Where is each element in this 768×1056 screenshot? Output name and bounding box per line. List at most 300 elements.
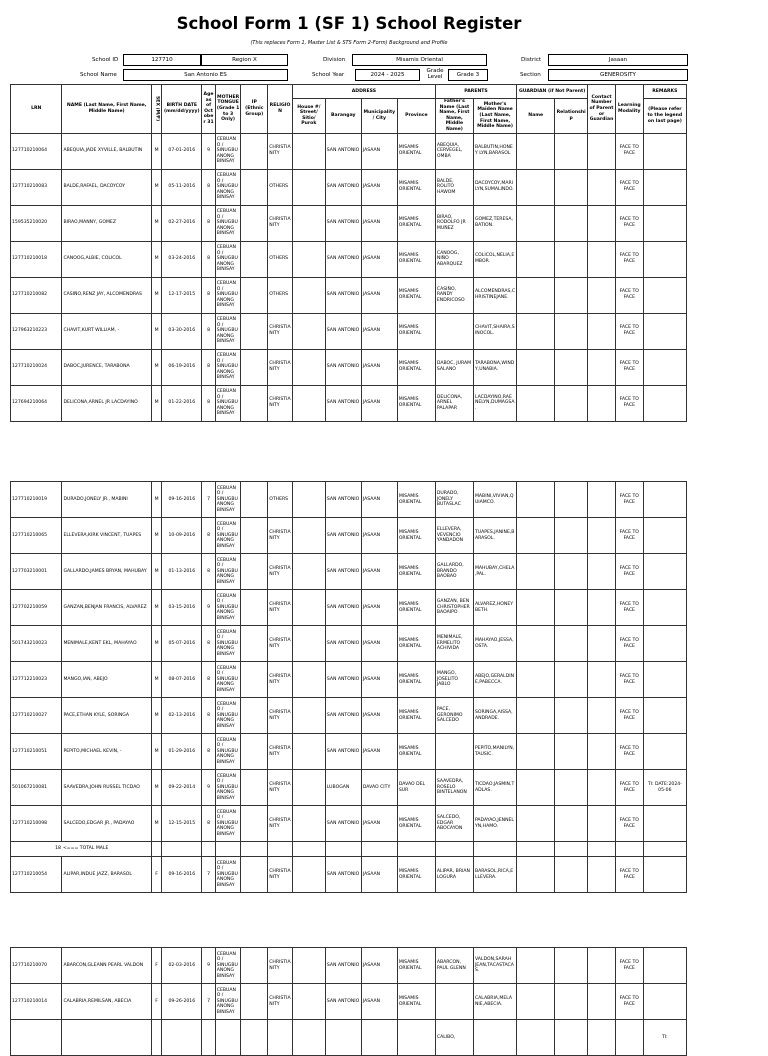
empty-cell [361, 842, 397, 857]
municipality-cell: JASAAN [361, 984, 397, 1020]
mother-tongue-cell: CEBUANO / SINUGBUANONG BINISAY [215, 662, 241, 698]
municipality-cell: JASAAN [361, 133, 397, 169]
contact-cell [588, 169, 616, 205]
barangay-cell: SAN ANTONIO [325, 482, 361, 518]
house-cell [292, 205, 325, 241]
father-cell: DELICONA, ARNEL PALAPAR [435, 385, 473, 421]
name-cell [62, 1020, 152, 1056]
house-cell [292, 1020, 325, 1056]
age-cell: 8 [202, 169, 215, 205]
birth-date-cell: 09-16-2016 [162, 482, 202, 518]
lrn-cell: 127694210064 [11, 385, 62, 421]
contact-cell [588, 385, 616, 421]
name-cell: SAAVEDRA,JOHN RUSSEL TICDAO [62, 770, 152, 806]
age-cell: 8 [202, 626, 215, 662]
table-row [11, 482, 687, 518]
header-relationship: Relationship [555, 99, 588, 134]
mother-tongue-cell: CEBUANO / SINUGBUANONG BINISAY [215, 313, 241, 349]
father-cell: MANGO, JOSELITO JABLO [435, 662, 473, 698]
guardian-name-cell [517, 770, 555, 806]
province-cell: MISAMIS ORIENTAL [397, 518, 435, 554]
birth-date-cell: 01-22-2016 [162, 385, 202, 421]
religion-cell: OTHERS [268, 241, 293, 277]
municipality-cell: JASAAN [361, 806, 397, 842]
modality-cell: FACE TO FACE [615, 169, 643, 205]
house-cell [292, 984, 325, 1020]
table-row [11, 984, 687, 1020]
relationship-cell [555, 734, 588, 770]
mother-cell [473, 1020, 516, 1056]
province-cell: MISAMIS ORIENTAL [397, 349, 435, 385]
age-cell: 9 [202, 770, 215, 806]
ip-cell [241, 770, 268, 806]
municipality-cell: JASAAN [361, 169, 397, 205]
barangay-cell: SAN ANTONIO [325, 948, 361, 984]
name-cell: BALDE,RAFAEL, DACOYCOY [62, 169, 152, 205]
age-cell: 8 [202, 734, 215, 770]
sex-cell: M [151, 133, 161, 169]
father-cell: DABOC, JURAM SALANO [435, 349, 473, 385]
barangay-cell: SAN ANTONIO [325, 590, 361, 626]
mother-tongue-cell: CEBUANO / SINUGBUANONG BINISAY [215, 698, 241, 734]
relationship-cell [555, 349, 588, 385]
header-parents: PARENTS [435, 85, 516, 99]
mother-cell: MAHUBAY,CHELA,PAL. [473, 554, 516, 590]
mother-cell: PADAYAO,JENNELYN,HAMO. [473, 806, 516, 842]
mother-cell: CALABRIA,MELANIE,ABECIA. [473, 984, 516, 1020]
region-value: Region X [201, 54, 288, 66]
relationship-cell [555, 626, 588, 662]
name-cell: CALABRIA,REMILSAN, ABECIA [62, 984, 152, 1020]
ip-cell [241, 984, 268, 1020]
remarks-cell [643, 169, 686, 205]
modality-cell: FACE TO FACE [615, 133, 643, 169]
empty-cell [292, 842, 325, 857]
remarks-cell [643, 857, 686, 893]
relationship-cell [555, 984, 588, 1020]
ip-cell [241, 205, 268, 241]
guardian-name-cell [517, 554, 555, 590]
municipality-cell: JASAAN [361, 349, 397, 385]
religion-cell: CHRISTIANITY [268, 205, 293, 241]
age-cell: 8 [202, 385, 215, 421]
guardian-name-cell [517, 948, 555, 984]
relationship-cell [555, 313, 588, 349]
religion-cell: CHRISTIANITY [268, 626, 293, 662]
header-ip: IP (Ethnic Group) [241, 85, 268, 134]
table-row [11, 590, 687, 626]
birth-date-cell [162, 1020, 202, 1056]
lrn-cell: 127710210082 [11, 277, 62, 313]
empty-cell [151, 842, 161, 857]
mother-cell: PEPITO,MANILYN,TAUSIC. [473, 734, 516, 770]
remarks-cell [643, 482, 686, 518]
province-cell: MISAMIS ORIENTAL [397, 984, 435, 1020]
contact-cell [588, 857, 616, 893]
municipality-cell: JASAAN [361, 590, 397, 626]
header-father: Father's Name (Last Name, First Name, Middle Name) [435, 99, 473, 134]
remarks-cell [643, 984, 686, 1020]
remarks-cell [643, 241, 686, 277]
ip-cell [241, 169, 268, 205]
name-cell: MANGO,IAN, ABEJO [62, 662, 152, 698]
sex-cell: M [151, 385, 161, 421]
sex-cell: M [151, 277, 161, 313]
contact-cell [588, 984, 616, 1020]
ip-cell [241, 662, 268, 698]
province-cell: MISAMIS ORIENTAL [397, 806, 435, 842]
province-cell: MISAMIS ORIENTAL [397, 313, 435, 349]
house-cell [292, 482, 325, 518]
guardian-name-cell [517, 698, 555, 734]
ip-cell [241, 626, 268, 662]
municipality-cell: JASAAN [361, 385, 397, 421]
lrn-cell: 127710210024 [11, 349, 62, 385]
modality-cell: FACE TO FACE [615, 857, 643, 893]
lrn-cell: 501743210023 [11, 626, 62, 662]
barangay-cell: SAN ANTONIO [325, 698, 361, 734]
table-row [11, 662, 687, 698]
lrn-cell: 127710210083 [11, 169, 62, 205]
province-cell: MISAMIS ORIENTAL [397, 169, 435, 205]
relationship-cell [555, 518, 588, 554]
name-cell: CASIÑO,RENZ JAY, ALCOMENDRAS [62, 277, 152, 313]
house-cell [292, 948, 325, 984]
age-cell: 8 [202, 313, 215, 349]
contact-cell [588, 349, 616, 385]
relationship-cell [555, 554, 588, 590]
barangay-cell: SAN ANTONIO [325, 385, 361, 421]
name-cell: DABOC,JURENCE, TARABONA [62, 349, 152, 385]
header-lrn: LRN [11, 85, 62, 134]
lrn-cell: 127710210064 [11, 133, 62, 169]
school-id-label: School ID [92, 57, 119, 63]
age-cell: 8 [202, 518, 215, 554]
province-cell: DAVAO DEL SUR [397, 770, 435, 806]
guardian-name-cell [517, 734, 555, 770]
sex-cell: F [151, 948, 161, 984]
father-cell: ABARCON, PAUL GLENN [435, 948, 473, 984]
relationship-cell [555, 482, 588, 518]
name-cell: CHAVIT,KURT WILLIAM, - [62, 313, 152, 349]
province-cell: MISAMIS ORIENTAL [397, 133, 435, 169]
father-cell: SALCEDO, EDGAR ABOCAYON [435, 806, 473, 842]
guardian-name-cell [517, 1020, 555, 1056]
grade-level-label: Grade Level [426, 68, 444, 80]
age-cell: 9 [202, 133, 215, 169]
header-contact: Contact Number of Parent or Guardian [588, 85, 616, 134]
mother-tongue-cell: CEBUANO / SINUGBUANONG BINISAY [215, 554, 241, 590]
remarks-cell [643, 626, 686, 662]
mother-tongue-cell: CEBUANO / SINUGBUANONG BINISAY [215, 734, 241, 770]
remarks-cell [643, 554, 686, 590]
province-cell: MISAMIS ORIENTAL [397, 205, 435, 241]
birth-date-cell: 09-16-2016 [162, 857, 202, 893]
register-table-page3 [10, 947, 687, 1056]
mother-cell: TUAPES,JANINE,BARASOL. [473, 518, 516, 554]
lrn-cell: 127710210098 [11, 806, 62, 842]
modality-cell: FACE TO FACE [615, 313, 643, 349]
name-cell: CANOOG,ALBIE, COLICOL [62, 241, 152, 277]
birth-date-cell: 12-17-2015 [162, 277, 202, 313]
contact-cell [588, 626, 616, 662]
sex-cell: F [151, 857, 161, 893]
birth-date-cell: 02-03-2016 [162, 948, 202, 984]
father-cell [435, 313, 473, 349]
birth-date-cell: 05-11-2016 [162, 169, 202, 205]
barangay-cell [325, 1020, 361, 1056]
relationship-cell [555, 948, 588, 984]
ip-cell [241, 806, 268, 842]
barangay-cell: SAN ANTONIO [325, 984, 361, 1020]
table-row [11, 806, 687, 842]
modality-cell: FACE TO FACE [615, 349, 643, 385]
guardian-name-cell [517, 984, 555, 1020]
birth-date-cell: 03-24-2016 [162, 241, 202, 277]
guardian-name-cell [517, 205, 555, 241]
table-row [11, 169, 687, 205]
name-cell: MENIMALE,KENT EKL, MAHAYAO [62, 626, 152, 662]
relationship-cell [555, 277, 588, 313]
contact-cell [588, 133, 616, 169]
sex-cell: F [151, 984, 161, 1020]
barangay-cell: SAN ANTONIO [325, 806, 361, 842]
name-cell: ALIPAR,INDUE JAZZ, BARASOL [62, 857, 152, 893]
province-cell: MISAMIS ORIENTAL [397, 241, 435, 277]
religion-cell: CHRISTIANITY [268, 734, 293, 770]
lrn-cell: 127710210018 [11, 241, 62, 277]
contact-cell [588, 698, 616, 734]
contact-cell [588, 662, 616, 698]
grade-level-value: Grade 3 [448, 69, 488, 81]
modality-cell: FACE TO FACE [615, 698, 643, 734]
modality-cell: FACE TO FACE [615, 241, 643, 277]
province-cell: MISAMIS ORIENTAL [397, 626, 435, 662]
house-cell [292, 662, 325, 698]
barangay-cell: SAN ANTONIO [325, 734, 361, 770]
relationship-cell [555, 205, 588, 241]
modality-cell: FACE TO FACE [615, 626, 643, 662]
house-cell [292, 313, 325, 349]
school-year-label: School Year [312, 72, 345, 78]
table-row [11, 734, 687, 770]
mother-cell: COLICOL,NELIA,EMBOR. [473, 241, 516, 277]
religion-cell: CHRISTIANITY [268, 857, 293, 893]
province-cell: MISAMIS ORIENTAL [397, 948, 435, 984]
mother-tongue-cell: CEBUANO / SINUGBUANONG BINISAY [215, 626, 241, 662]
guardian-name-cell [517, 662, 555, 698]
relationship-cell [555, 169, 588, 205]
name-cell: ELLEVERA,KIRK VINCENT, TUAPES [62, 518, 152, 554]
sex-cell: M [151, 770, 161, 806]
guardian-name-cell [517, 349, 555, 385]
remarks-cell [643, 313, 686, 349]
guardian-name-cell [517, 277, 555, 313]
sex-cell: M [151, 806, 161, 842]
religion-cell: OTHERS [268, 277, 293, 313]
father-cell: ABEQUIA, CERVEGEL, OMBA [435, 133, 473, 169]
sex-cell: M [151, 698, 161, 734]
guardian-name-cell [517, 133, 555, 169]
father-cell: SAAVEDRA, ROSELO BINTELANON [435, 770, 473, 806]
table-row [11, 385, 687, 421]
house-cell [292, 554, 325, 590]
contact-cell [588, 482, 616, 518]
house-cell [292, 277, 325, 313]
mother-cell: MABINI,VIVIAN,QUIAMCO. [473, 482, 516, 518]
municipality-cell: JASAAN [361, 205, 397, 241]
school-id-value: 127710 [123, 54, 201, 66]
relationship-cell [555, 806, 588, 842]
father-cell [435, 984, 473, 1020]
table-row [11, 518, 687, 554]
guardian-name-cell [517, 313, 555, 349]
sex-cell: M [151, 590, 161, 626]
district-label: District [521, 57, 542, 63]
contact-cell [588, 518, 616, 554]
mother-cell: VALDON,SARAH JEAN,TACASTACAS. [473, 948, 516, 984]
name-cell: GALLARDO,JAMES BRYAN, MAHUBAY [62, 554, 152, 590]
municipality-cell: JASAAN [361, 277, 397, 313]
header-birth-date: BIRTH DATE (mm/dd/yyyy) [162, 85, 202, 134]
birth-date-cell: 02-13-2016 [162, 698, 202, 734]
barangay-cell: SAN ANTONIO [325, 277, 361, 313]
table-row [11, 205, 687, 241]
father-cell: ELLEVERA, VEVENCIO YANDADON [435, 518, 473, 554]
table-row [11, 241, 687, 277]
modality-cell: FACE TO FACE [615, 984, 643, 1020]
house-cell [292, 590, 325, 626]
religion-cell: OTHERS [268, 169, 293, 205]
table-row [11, 313, 687, 349]
municipality-cell: JASAAN [361, 857, 397, 893]
religion-cell: OTHERS [268, 482, 293, 518]
mother-cell: SORINGA,AISSA,ANDRADE. [473, 698, 516, 734]
mother-cell: DACOYCOY,MARILYN,SUMALINDO. [473, 169, 516, 205]
name-cell: DELICONA,ARNEL JR LACDAYINO [62, 385, 152, 421]
age-cell: 8 [202, 554, 215, 590]
header-age: Age as of October 31 [202, 85, 215, 134]
barangay-cell: SAN ANTONIO [325, 662, 361, 698]
sex-cell: M [151, 482, 161, 518]
ip-cell [241, 313, 268, 349]
ip-cell [241, 277, 268, 313]
house-cell [292, 734, 325, 770]
father-cell: CASIÑO, RANDY ENDRICOSO [435, 277, 473, 313]
age-cell [202, 1020, 215, 1056]
header-remarks: REMARKS [643, 85, 686, 99]
province-cell [397, 1020, 435, 1056]
mother-cell: ALVAREZ,HONEY BETH. [473, 590, 516, 626]
municipality-cell: JASAAN [361, 241, 397, 277]
mother-tongue-cell: CEBUANO / SINUGBUANONG BINISAY [215, 133, 241, 169]
district-value: Jasaan [548, 54, 688, 66]
municipality-cell: JASAAN [361, 698, 397, 734]
header-barangay: Barangay [325, 99, 361, 134]
contact-cell [588, 734, 616, 770]
age-cell: 8 [202, 806, 215, 842]
name-cell: DURADO,JONELY JR., MABINI [62, 482, 152, 518]
lrn-cell: 127710210054 [11, 857, 62, 893]
header-province: Province [397, 99, 435, 134]
barangay-cell: SAN ANTONIO [325, 205, 361, 241]
guardian-name-cell [517, 518, 555, 554]
relationship-cell [555, 1020, 588, 1056]
relationship-cell [555, 241, 588, 277]
province-cell: MISAMIS ORIENTAL [397, 590, 435, 626]
modality-cell: FACE TO FACE [615, 734, 643, 770]
father-cell [435, 734, 473, 770]
birth-date-cell: 12-15-2015 [162, 806, 202, 842]
contact-cell [588, 205, 616, 241]
mother-cell: GOMEZ,TERESA,BATION. [473, 205, 516, 241]
guardian-name-cell [517, 482, 555, 518]
total-male-count: 18 [11, 842, 62, 857]
relationship-cell [555, 385, 588, 421]
municipality-cell: JASAAN [361, 948, 397, 984]
province-cell: MISAMIS ORIENTAL [397, 385, 435, 421]
sex-cell: M [151, 169, 161, 205]
sex-cell: M [151, 313, 161, 349]
section-value: GENEROSITY [548, 69, 688, 81]
sex-cell: M [151, 554, 161, 590]
province-cell: MISAMIS ORIENTAL [397, 734, 435, 770]
province-cell: MISAMIS ORIENTAL [397, 662, 435, 698]
table-row [11, 277, 687, 313]
header-guardian-name: Name [517, 99, 555, 134]
religion-cell: CHRISTIANITY [268, 133, 293, 169]
father-cell: BALDE, ROLITO HAWOM [435, 169, 473, 205]
barangay-cell: SAN ANTONIO [325, 241, 361, 277]
ip-cell [241, 482, 268, 518]
religion-cell: CHRISTIANITY [268, 984, 293, 1020]
province-cell: MISAMIS ORIENTAL [397, 698, 435, 734]
birth-date-cell: 06-19-2016 [162, 349, 202, 385]
section-label: Section [520, 72, 541, 78]
birth-date-cell: 03-30-2016 [162, 313, 202, 349]
modality-cell: FACE TO FACE [615, 205, 643, 241]
contact-cell [588, 770, 616, 806]
age-cell: 8 [202, 698, 215, 734]
age-cell: 8 [202, 205, 215, 241]
guardian-name-cell [517, 590, 555, 626]
table-row [11, 1020, 687, 1056]
name-cell: ABEQUIA,JADE XYVILLE, BALBUTIN [62, 133, 152, 169]
empty-cell [215, 842, 241, 857]
province-cell: MISAMIS ORIENTAL [397, 277, 435, 313]
school-year-value: 2024 - 2025 [355, 69, 420, 81]
remarks-cell [643, 205, 686, 241]
remarks-cell: TI: [643, 1020, 686, 1056]
table-row [11, 857, 687, 893]
religion-cell [268, 1020, 293, 1056]
municipality-cell: JASAAN [361, 734, 397, 770]
guardian-name-cell [517, 626, 555, 662]
lrn-cell: 127710210065 [11, 518, 62, 554]
mother-tongue-cell: CEBUANO / SINUGBUANONG BINISAY [215, 241, 241, 277]
remarks-cell: TI: DATE:2024-05-06 [643, 770, 686, 806]
header-guardian: GUARDIAN (if Not Parent) [517, 85, 588, 99]
mother-tongue-cell: CEBUANO / SINUGBUANONG BINISAY [215, 277, 241, 313]
ip-cell [241, 1020, 268, 1056]
father-cell: DURADO, JONELY BUTASLAC [435, 482, 473, 518]
house-cell [292, 169, 325, 205]
sex-cell [151, 1020, 161, 1056]
municipality-cell: JASAAN [361, 518, 397, 554]
contact-cell [588, 241, 616, 277]
religion-cell: CHRISTIANITY [268, 948, 293, 984]
lrn-cell: 127710210051 [11, 734, 62, 770]
